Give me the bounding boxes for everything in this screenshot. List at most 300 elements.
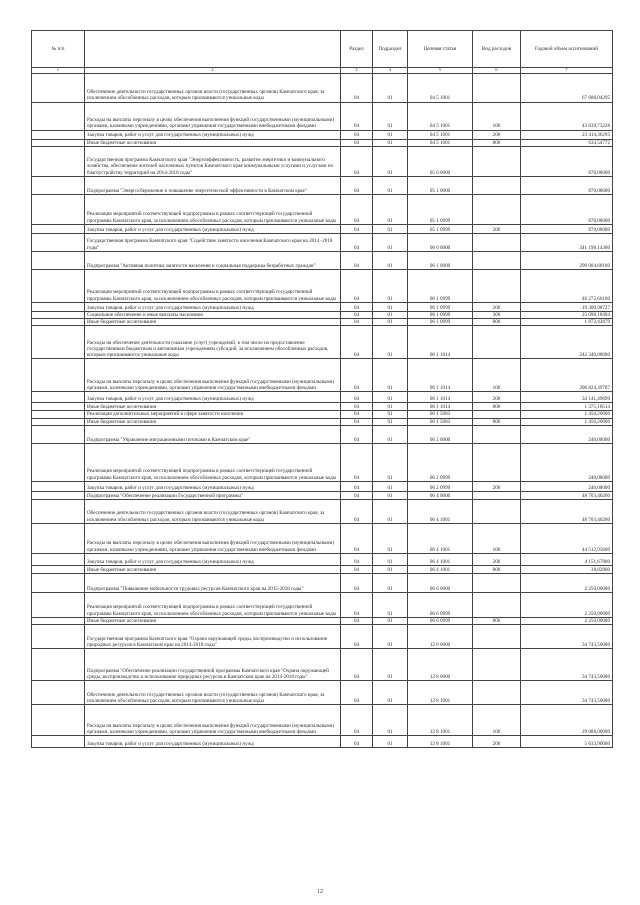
row-name-cell: Обеспечение деятельности государственных органов власти (государственных органов) Камчатского края, за исключением обособленных расходов, которым присваиваются уникальные коды — [85, 681, 341, 705]
row-number-cell — [32, 302, 85, 311]
row-section-cell: 04 — [341, 523, 373, 553]
row-amount-cell: 5 633,90000 — [521, 736, 613, 748]
row-subsection-cell: 01 — [373, 625, 408, 649]
row-number-cell — [32, 553, 85, 565]
row-section-cell: 04 — [341, 392, 373, 403]
row-subsection-cell: 01 — [373, 491, 408, 499]
row-target-cell: 12 8 1001 — [408, 705, 473, 736]
column-number: 2 — [85, 68, 341, 74]
row-name-cell: Подпрограмма "Энергосбережение и повышение энергетической эффективности в Камчатском крае" — [85, 176, 341, 194]
row-name-cell: Иные бюджетные ассигнования — [85, 418, 341, 425]
row-name-cell: Закупка товаров, работ и услуг для государственных (муниципальных) нужд — [85, 302, 341, 311]
row-target-cell: 06 1 0999 — [408, 302, 473, 311]
row-name-cell: Реализация мероприятий соответствующей подпрограммы в рамках соответствующей государственной программы Камчатского края, за исключением обособленных расходов, которым присваиваются уникальные коды — [85, 592, 341, 617]
table-row — [32, 565, 613, 573]
row-subsection-cell: 01 — [373, 194, 408, 224]
column-number: 3 — [341, 68, 373, 74]
row-amount-cell: 34 743,50000 — [521, 649, 613, 681]
row-amount-cell: 341 198,14300 — [521, 233, 613, 251]
row-subsection-cell: 01 — [373, 443, 408, 481]
row-type-cell: 100 — [473, 102, 521, 130]
row-target-cell: 06 1 1014 — [408, 326, 473, 359]
row-number-cell — [32, 194, 85, 224]
row-section-cell: 04 — [341, 736, 373, 748]
row-number-cell — [32, 592, 85, 617]
row-name-cell: Закупка товаров, работ и услуг для государственных (муниципальных) нужд — [85, 481, 341, 491]
row-subsection-cell: 01 — [373, 176, 408, 194]
row-amount-cell: 240,00000 — [521, 481, 613, 491]
row-number-cell — [32, 625, 85, 649]
table-row — [32, 102, 613, 130]
row-number-cell — [32, 176, 85, 194]
row-subsection-cell: 01 — [373, 523, 408, 553]
row-section-cell: 04 — [341, 146, 373, 176]
row-number-cell — [32, 319, 85, 326]
row-target-cell: 06 2 0999 — [408, 443, 473, 481]
row-number-cell — [32, 617, 85, 624]
row-type-cell: 800 — [473, 139, 521, 146]
row-name-cell: Реализация мероприятий соответствующей подпрограммы в рамках соответствующей государственной программы Камчатского края, за исключением обособленных расходов, которым присваиваются уникальные коды — [85, 194, 341, 224]
table-row — [32, 403, 613, 411]
row-section-cell: 04 — [341, 491, 373, 499]
row-subsection-cell: 01 — [373, 326, 408, 359]
row-amount-cell: 290 004,68100 — [521, 251, 613, 269]
row-name-cell: Закупка товаров, работ и услуг для государственных (муниципальных) нужд — [85, 392, 341, 403]
header-subsection: Подраздел — [373, 31, 408, 68]
row-type-cell — [473, 573, 521, 592]
row-number-cell — [32, 146, 85, 176]
row-amount-cell: 43 639,73228 — [521, 102, 613, 130]
row-name-cell: Расходы на выплаты персоналу в целях обеспечения выполнения функций государственными (муниципальными) органами, казенными учреждениями, органами управления государственными внебюджетными фондами — [85, 523, 341, 553]
row-name-cell: Подпрограмма "Обеспечение реализации государственной программы Камчатского края "Охрана окружающей среды, воспроизводство и использование природных ресурсов в Камчатском крае на 2014-2018 годы" — [85, 649, 341, 681]
row-number-cell — [32, 705, 85, 736]
row-subsection-cell: 01 — [373, 146, 408, 176]
row-subsection-cell: 01 — [373, 319, 408, 326]
row-section-cell: 04 — [341, 176, 373, 194]
row-type-cell — [473, 73, 521, 102]
header-expense-type: Вид расходов — [473, 31, 521, 68]
table-row — [32, 194, 613, 224]
row-number-cell — [32, 418, 85, 425]
row-name-cell: Закупка товаров, работ и услуг для государственных (муниципальных) нужд — [85, 736, 341, 748]
row-name-cell: Подпрограмма "Повышение мобильности трудовых ресурсов Камчатского края на 2015-2018 годы" — [85, 573, 341, 592]
row-name-cell: Иные бюджетные ассигнования — [85, 319, 341, 326]
row-type-cell — [473, 233, 521, 251]
row-subsection-cell: 01 — [373, 359, 408, 392]
row-number-cell — [32, 359, 85, 392]
row-name-cell: Закупка товаров, работ и услуг для государственных (муниципальных) нужд — [85, 224, 341, 233]
row-target-cell: 04 5 1001 — [408, 139, 473, 146]
row-amount-cell: 29 088,00000 — [521, 705, 613, 736]
row-type-cell — [473, 146, 521, 176]
row-target-cell: 12 8 1001 — [408, 736, 473, 748]
row-name-cell: Подпрограмма "Активная политика занятости населения и социальная поддержка безработных граждан" — [85, 251, 341, 269]
row-type-cell — [473, 592, 521, 617]
table-row — [32, 130, 613, 139]
table-row — [32, 146, 613, 176]
row-type-cell: 200 — [473, 224, 521, 233]
table-row — [32, 736, 613, 748]
row-amount-cell: 25 098,18494 — [521, 311, 613, 318]
row-target-cell: 06 4 1001 — [408, 565, 473, 573]
row-number-cell — [32, 233, 85, 251]
row-name-cell: Реализация мероприятий соответствующей подпрограммы в рамках соответствующей государственной программы Камчатского края, за исключением обособленных расходов, которым присваиваются уникальные коды — [85, 269, 341, 302]
table-row — [32, 392, 613, 403]
row-type-cell: 300 — [473, 311, 521, 318]
row-subsection-cell: 01 — [373, 311, 408, 318]
table-row — [32, 491, 613, 499]
row-amount-cell: 870,00000 — [521, 146, 613, 176]
row-name-cell: Обеспечение деятельности государственных органов власти (государственных органов) Камчатского края, за исключением обособленных расходов, которым присваиваются уникальные коды — [85, 73, 341, 102]
row-number-cell — [32, 326, 85, 359]
row-subsection-cell: 01 — [373, 392, 408, 403]
table-row — [32, 425, 613, 443]
row-name-cell: Государственная программа Камчатского края "Охрана окружающей среды, воспроизводство и использование природных ресурсов в Камчатском крае на 2014-2018 годы" — [85, 625, 341, 649]
table-row — [32, 233, 613, 251]
row-target-cell: 05 1 0000 — [408, 176, 473, 194]
row-subsection-cell: 01 — [373, 73, 408, 102]
row-type-cell: 800 — [473, 418, 521, 425]
row-subsection-cell: 01 — [373, 102, 408, 130]
row-subsection-cell: 01 — [373, 403, 408, 411]
row-amount-cell: 2 250,00000 — [521, 573, 613, 592]
row-target-cell: 06 1 0999 — [408, 319, 473, 326]
row-target-cell: 12 8 0000 — [408, 649, 473, 681]
row-type-cell — [473, 269, 521, 302]
row-number-cell — [32, 736, 85, 748]
row-target-cell: 06 1 5083 — [408, 411, 473, 418]
row-name-cell: Иные бюджетные ассигнования — [85, 565, 341, 573]
row-subsection-cell: 01 — [373, 617, 408, 624]
column-number: 1 — [32, 68, 85, 74]
row-target-cell: 06 1 0999 — [408, 269, 473, 302]
header-target: Целевая статья — [408, 31, 473, 68]
row-amount-cell: 870,00000 — [521, 224, 613, 233]
row-subsection-cell: 01 — [373, 481, 408, 491]
row-target-cell: 04 5 1001 — [408, 102, 473, 130]
table-row — [32, 649, 613, 681]
row-number-cell — [32, 224, 85, 233]
row-name-cell: Закупка товаров, работ и услуг для государственных (муниципальных) нужд — [85, 553, 341, 565]
row-target-cell: 12 0 0000 — [408, 625, 473, 649]
row-name-cell: Государственная программа Камчатского края "Содействие занятости населения Камчатского края на 2014 -2018 годы" — [85, 233, 341, 251]
header-name — [85, 31, 341, 68]
row-section-cell: 04 — [341, 425, 373, 443]
column-number: 5 — [408, 68, 473, 74]
table-row — [32, 251, 613, 269]
row-type-cell — [473, 425, 521, 443]
column-number: 7 — [521, 68, 613, 74]
row-name-cell: Подпрограмма "Обеспечение реализации Государственной программы" — [85, 491, 341, 499]
row-number-cell — [32, 130, 85, 139]
row-amount-cell: 48 703,46200 — [521, 491, 613, 499]
row-subsection-cell: 01 — [373, 499, 408, 523]
row-number-cell — [32, 649, 85, 681]
row-section-cell: 04 — [341, 705, 373, 736]
table-row — [32, 523, 613, 553]
row-section-cell: 04 — [341, 194, 373, 224]
row-subsection-cell: 01 — [373, 592, 408, 617]
row-section-cell: 04 — [341, 553, 373, 565]
row-type-cell: 200 — [473, 302, 521, 311]
row-target-cell: 06 0 0000 — [408, 233, 473, 251]
row-number-cell — [32, 102, 85, 130]
row-name-cell: Иные бюджетные ассигнования — [85, 617, 341, 624]
row-name-cell: Расходы на обеспечение деятельности (оказание услуг) учреждений, в том числе на предоставление государственным бюджетным и автономным учреждениям субсидий, за исключением обособленных расходов, которым присваиваются уникальные коды — [85, 326, 341, 359]
row-section-cell: 04 — [341, 102, 373, 130]
row-section-cell: 04 — [341, 224, 373, 233]
row-number-cell — [32, 403, 85, 411]
row-amount-cell: 1 450,20000 — [521, 418, 613, 425]
row-target-cell: 06 2 0999 — [408, 481, 473, 491]
table-row — [32, 411, 613, 418]
page-number: 12 — [317, 889, 323, 895]
row-number-cell — [32, 139, 85, 146]
row-target-cell: 06 4 1001 — [408, 499, 473, 523]
row-amount-cell: 1 872,42879 — [521, 319, 613, 326]
row-type-cell — [473, 176, 521, 194]
row-section-cell: 04 — [341, 130, 373, 139]
row-number-cell — [32, 269, 85, 302]
row-subsection-cell: 01 — [373, 251, 408, 269]
row-amount-cell: 1 450,20000 — [521, 411, 613, 418]
row-section-cell: 04 — [341, 359, 373, 392]
row-type-cell: 800 — [473, 617, 521, 624]
row-subsection-cell: 01 — [373, 573, 408, 592]
row-section-cell: 04 — [341, 311, 373, 318]
row-type-cell — [473, 326, 521, 359]
row-section-cell: 04 — [341, 319, 373, 326]
table-row — [32, 592, 613, 617]
row-number-cell — [32, 481, 85, 491]
table-row — [32, 681, 613, 705]
row-number-cell — [32, 251, 85, 269]
table-row — [32, 705, 613, 736]
row-number-cell — [32, 491, 85, 499]
row-type-cell — [473, 443, 521, 481]
row-target-cell: 06 1 1014 — [408, 403, 473, 411]
row-subsection-cell: 01 — [373, 649, 408, 681]
row-target-cell: 06 6 0999 — [408, 592, 473, 617]
row-amount-cell: 242 340,88000 — [521, 326, 613, 359]
table-row — [32, 499, 613, 523]
row-number-cell — [32, 411, 85, 418]
row-number-cell — [32, 311, 85, 318]
table-body — [32, 73, 613, 748]
row-subsection-cell: 01 — [373, 269, 408, 302]
row-subsection-cell: 01 — [373, 681, 408, 705]
table-row — [32, 359, 613, 392]
table-row — [32, 573, 613, 592]
row-name-cell: Расходы на выплаты персоналу в целях обеспечения выполнения функций государственными (муниципальными) органами, казенными учреждениями, органами управления государственными внебюджетными фондами — [85, 705, 341, 736]
row-section-cell: 04 — [341, 565, 373, 573]
row-subsection-cell: 01 — [373, 418, 408, 425]
row-number-cell — [32, 425, 85, 443]
row-subsection-cell: 01 — [373, 233, 408, 251]
row-name-cell: Иные бюджетные ассигнования — [85, 403, 341, 411]
row-type-cell — [473, 251, 521, 269]
row-subsection-cell: 01 — [373, 139, 408, 146]
row-subsection-cell: 01 — [373, 425, 408, 443]
table-row — [32, 224, 613, 233]
row-type-cell: 200 — [473, 130, 521, 139]
row-section-cell: 04 — [341, 251, 373, 269]
row-section-cell: 04 — [341, 411, 373, 418]
row-section-cell: 04 — [341, 269, 373, 302]
table-row — [32, 176, 613, 194]
row-amount-cell: 870,00000 — [521, 176, 613, 194]
row-name-cell: Подпрограмма "Управление миграционными потоками в Камчатском крае" — [85, 425, 341, 443]
row-target-cell: 06 1 0000 — [408, 251, 473, 269]
row-type-cell — [473, 625, 521, 649]
row-type-cell: 100 — [473, 705, 521, 736]
row-type-cell — [473, 411, 521, 418]
row-amount-cell: 870,00000 — [521, 194, 613, 224]
row-amount-cell: 34 743,50000 — [521, 625, 613, 649]
row-type-cell: 200 — [473, 736, 521, 748]
row-name-cell: Иные бюджетные ассигнования — [85, 139, 341, 146]
row-amount-cell: 34 743,50000 — [521, 681, 613, 705]
row-target-cell: 06 6 0000 — [408, 573, 473, 592]
row-type-cell — [473, 194, 521, 224]
row-number-cell — [32, 443, 85, 481]
row-section-cell: 04 — [341, 73, 373, 102]
row-target-cell: 04 5 1001 — [408, 130, 473, 139]
table-row — [32, 443, 613, 481]
row-number-cell — [32, 573, 85, 592]
row-section-cell: 04 — [341, 681, 373, 705]
row-amount-cell: 44 512,95600 — [521, 523, 613, 553]
row-amount-cell: 2 250,00000 — [521, 617, 613, 624]
row-subsection-cell: 01 — [373, 411, 408, 418]
row-type-cell — [473, 491, 521, 499]
row-type-cell — [473, 499, 521, 523]
row-type-cell: 100 — [473, 359, 521, 392]
row-section-cell: 04 — [341, 139, 373, 146]
row-type-cell: 800 — [473, 565, 521, 573]
table-row — [32, 617, 613, 624]
row-target-cell: 04 5 1001 — [408, 73, 473, 102]
row-name-cell: Государственная программа Камчатского края "Энергоэффективность, развитие энергетики и коммунального хозяйства, обеспечение жителей населенных пунктов Камчатского края коммунальными услугами и услугами по благоустройству территорий на 2014-2018 годы" — [85, 146, 341, 176]
row-target-cell: 05 1 0999 — [408, 224, 473, 233]
row-amount-cell: 1 375,18514 — [521, 403, 613, 411]
row-amount-cell: 206 824,39787 — [521, 359, 613, 392]
row-amount-cell: 34 141,49699 — [521, 392, 613, 403]
row-amount-cell: 4 151,67800 — [521, 553, 613, 565]
row-section-cell: 04 — [341, 649, 373, 681]
row-subsection-cell: 01 — [373, 736, 408, 748]
row-number-cell — [32, 523, 85, 553]
row-type-cell — [473, 681, 521, 705]
row-section-cell: 04 — [341, 481, 373, 491]
row-type-cell: 200 — [473, 553, 521, 565]
row-target-cell: 06 1 1014 — [408, 392, 473, 403]
header-section: Раздел — [341, 31, 373, 68]
row-target-cell: 06 2 0000 — [408, 425, 473, 443]
header-row — [32, 31, 613, 68]
row-section-cell: 04 — [341, 443, 373, 481]
row-amount-cell: 634,54772 — [521, 139, 613, 146]
row-number-cell — [32, 499, 85, 523]
table-row — [32, 326, 613, 359]
header-amount: Годовой объем ассигнований — [521, 31, 613, 68]
column-number: 6 — [473, 68, 521, 74]
row-target-cell: 06 4 0000 — [408, 491, 473, 499]
row-section-cell: 04 — [341, 617, 373, 624]
table-row — [32, 553, 613, 565]
row-type-cell: 100 — [473, 523, 521, 553]
row-section-cell: 04 — [341, 592, 373, 617]
table-row — [32, 73, 613, 102]
row-type-cell: 800 — [473, 319, 521, 326]
row-target-cell: 06 1 1014 — [408, 359, 473, 392]
table-row — [32, 302, 613, 311]
row-amount-cell: 240,00000 — [521, 425, 613, 443]
row-section-cell: 04 — [341, 625, 373, 649]
row-target-cell: 06 1 0999 — [408, 311, 473, 318]
row-subsection-cell: 01 — [373, 565, 408, 573]
row-amount-cell: 240,00000 — [521, 443, 613, 481]
row-number-cell — [32, 392, 85, 403]
row-subsection-cell: 01 — [373, 130, 408, 139]
row-section-cell: 04 — [341, 302, 373, 311]
header-num: № п/п — [32, 31, 85, 68]
table-row — [32, 319, 613, 326]
row-type-cell: 200 — [473, 392, 521, 403]
row-target-cell: 12 8 1001 — [408, 681, 473, 705]
row-number-cell — [32, 565, 85, 573]
row-amount-cell: 46 272,60100 — [521, 269, 613, 302]
row-section-cell: 04 — [341, 233, 373, 251]
row-type-cell: 200 — [473, 481, 521, 491]
column-number: 4 — [373, 68, 408, 74]
row-amount-cell: 38,82800 — [521, 565, 613, 573]
row-type-cell — [473, 649, 521, 681]
row-type-cell: 800 — [473, 403, 521, 411]
row-name-cell: Закупка товаров, работ и услуг для государственных (муниципальных) нужд — [85, 130, 341, 139]
table-row — [32, 418, 613, 425]
row-amount-cell: 2 250,00000 — [521, 592, 613, 617]
row-target-cell: 05 1 0999 — [408, 194, 473, 224]
row-name-cell: Расходы на выплаты персоналу в целях обеспечения выполнения функций государственными (муниципальными) органами, казенными учреждениями, органами управления государственными внебюджетными фондами — [85, 359, 341, 392]
budget-table — [31, 30, 613, 748]
row-amount-cell: 48 703,46200 — [521, 499, 613, 523]
row-name-cell: Реализация дополнительных мероприятий в сфере занятости населения — [85, 411, 341, 418]
row-target-cell: 06 4 1001 — [408, 553, 473, 565]
table-row — [32, 269, 613, 302]
table-row — [32, 481, 613, 491]
row-subsection-cell: 01 — [373, 553, 408, 565]
row-subsection-cell: 01 — [373, 705, 408, 736]
row-target-cell: 05 0 0000 — [408, 146, 473, 176]
row-name-cell: Обеспечение деятельности государственных органов власти (государственных органов) Камчатского края, за исключением обособленных расходов, которым присваиваются уникальные коды — [85, 499, 341, 523]
row-number-cell — [32, 681, 85, 705]
row-amount-cell: 19 300,98727 — [521, 302, 613, 311]
row-section-cell: 04 — [341, 499, 373, 523]
row-section-cell: 04 — [341, 573, 373, 592]
row-number-cell — [32, 73, 85, 102]
row-subsection-cell: 01 — [373, 224, 408, 233]
row-amount-cell: 23 414,36295 — [521, 130, 613, 139]
row-target-cell: 06 1 5083 — [408, 418, 473, 425]
row-subsection-cell: 01 — [373, 302, 408, 311]
row-name-cell: Расходы на выплаты персоналу в целях обеспечения выполнения функций государственными (муниципальными) органами, казенными учреждениями, органами управления государственными внебюджетными фондами — [85, 102, 341, 130]
row-name-cell: Социальное обеспечение и иные выплаты населению — [85, 311, 341, 318]
row-section-cell: 04 — [341, 418, 373, 425]
row-section-cell: 04 — [341, 403, 373, 411]
row-target-cell: 06 6 0999 — [408, 617, 473, 624]
row-amount-cell: 67 688,04295 — [521, 73, 613, 102]
